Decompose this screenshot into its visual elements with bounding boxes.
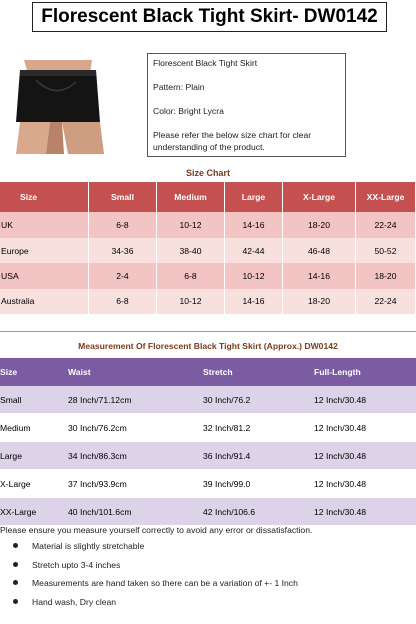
table-cell: Medium — [0, 414, 68, 442]
table-cell: 42-44 — [225, 238, 283, 263]
table-cell: 12 Inch/30.48 — [314, 498, 416, 526]
table-header: Medium — [157, 182, 225, 212]
table-row — [0, 238, 416, 263]
table-cell: 18-20 — [356, 263, 416, 288]
table-row — [0, 414, 416, 442]
table-header: Waist — [68, 358, 203, 386]
size-chart-title: Size Chart — [185, 168, 230, 178]
product-pattern: Pattern: Plain — [153, 82, 205, 92]
table-cell: 14-16 — [283, 263, 356, 288]
table-cell: 2-4 — [89, 263, 157, 288]
table-row — [0, 289, 416, 314]
table-cell: Small — [0, 386, 68, 414]
bullet-icon — [13, 543, 18, 548]
list-item-text: Measurements are hand taken so there can be a variation of +- 1 Inch — [32, 578, 298, 588]
list-item — [0, 560, 298, 579]
table-cell: Europe — [0, 238, 89, 263]
table-cell: 10-12 — [225, 263, 283, 288]
skirt-photo — [6, 60, 110, 154]
table-cell: 30 Inch/76.2cm — [68, 414, 203, 442]
table-cell: 46-48 — [283, 238, 356, 263]
table-header: Large — [225, 182, 283, 212]
table-row — [0, 263, 416, 288]
table-cell: Large — [0, 442, 68, 470]
table-header: XX-Large — [356, 182, 416, 212]
table-cell: USA — [0, 263, 89, 288]
bullet-icon — [13, 562, 18, 567]
table-cell: Australia — [0, 289, 89, 314]
table-cell: 34 Inch/86.3cm — [68, 442, 203, 470]
care-bullets — [0, 541, 298, 615]
table-cell: 28 Inch/71.12cm — [68, 386, 203, 414]
table-cell: 39 Inch/99.0 — [203, 470, 314, 498]
table-row — [0, 212, 416, 237]
table-cell: X-Large — [0, 470, 68, 498]
table-cell: 12 Inch/30.48 — [314, 414, 416, 442]
table-cell: 50-52 — [356, 238, 416, 263]
table-cell: 36 Inch/91.4 — [203, 442, 314, 470]
list-item — [0, 578, 298, 597]
table-cell: 18-20 — [283, 212, 356, 237]
table-row — [0, 386, 416, 414]
list-item-text: Material is slightly stretchable — [32, 541, 145, 551]
product-info-box — [147, 53, 346, 157]
table-cell: 10-12 — [157, 289, 225, 314]
table-row — [0, 470, 416, 498]
list-item — [0, 597, 298, 616]
table-header: Stretch — [203, 358, 314, 386]
bullet-icon — [13, 599, 18, 604]
table-header: Size — [0, 358, 68, 386]
table-cell: 34-36 — [89, 238, 157, 263]
table-cell: 14-16 — [225, 212, 283, 237]
page-title: Florescent Black Tight Skirt- DW0142 — [32, 2, 387, 32]
table-cell: 6-8 — [89, 212, 157, 237]
table-cell: 38-40 — [157, 238, 225, 263]
measure-note: Please ensure you measure yourself correctly to avoid any error or dissatisfaction. — [0, 525, 313, 535]
table-header: Small — [89, 182, 157, 212]
table-cell: 42 Inch/106.6 — [203, 498, 314, 526]
table-header: X-Large — [283, 182, 356, 212]
size-chart-table — [0, 182, 416, 314]
table-cell: 12 Inch/30.48 — [314, 442, 416, 470]
table-cell: 10-12 — [157, 212, 225, 237]
list-item-text: Hand wash, Dry clean — [32, 596, 117, 607]
product-name: Florescent Black Tight Skirt — [153, 58, 258, 68]
bullet-icon — [13, 580, 18, 585]
table-cell: 6-8 — [89, 289, 157, 314]
table-cell: 22-24 — [356, 289, 416, 314]
table-cell: 30 Inch/76.2 — [203, 386, 314, 414]
list-item-text: Stretch upto 3-4 inches — [32, 559, 121, 570]
table-cell: 37 Inch/93.9cm — [68, 470, 203, 498]
table-cell: 12 Inch/30.48 — [314, 470, 416, 498]
divider — [0, 331, 416, 332]
table-cell: 22-24 — [356, 212, 416, 237]
size-chart-note: Please refer the below size chart for clear understanding of the product. — [153, 130, 312, 152]
table-row — [0, 498, 416, 526]
table-cell: 18-20 — [283, 289, 356, 314]
list-item — [0, 541, 298, 560]
measurement-header-row — [0, 358, 416, 386]
table-header: Size — [0, 182, 89, 212]
skirt-photo-icon — [6, 60, 110, 154]
table-cell: 14-16 — [225, 289, 283, 314]
product-color: Color: Bright Lycra — [153, 106, 224, 116]
table-header: Full-Length — [314, 358, 416, 386]
table-cell: XX-Large — [0, 498, 68, 526]
table-cell: 40 Inch/101.6cm — [68, 498, 203, 526]
table-cell: 12 Inch/30.48 — [314, 386, 416, 414]
table-cell: UK — [0, 212, 89, 237]
table-cell: 6-8 — [157, 263, 225, 288]
table-cell: 32 Inch/81.2 — [203, 414, 314, 442]
table-row — [0, 442, 416, 470]
measurement-chart-table — [0, 358, 416, 526]
size-chart-header-row — [0, 182, 416, 212]
measurement-chart-title: Measurement Of Florescent Black Tight Skirt (Approx.) DW0142 — [78, 341, 338, 351]
